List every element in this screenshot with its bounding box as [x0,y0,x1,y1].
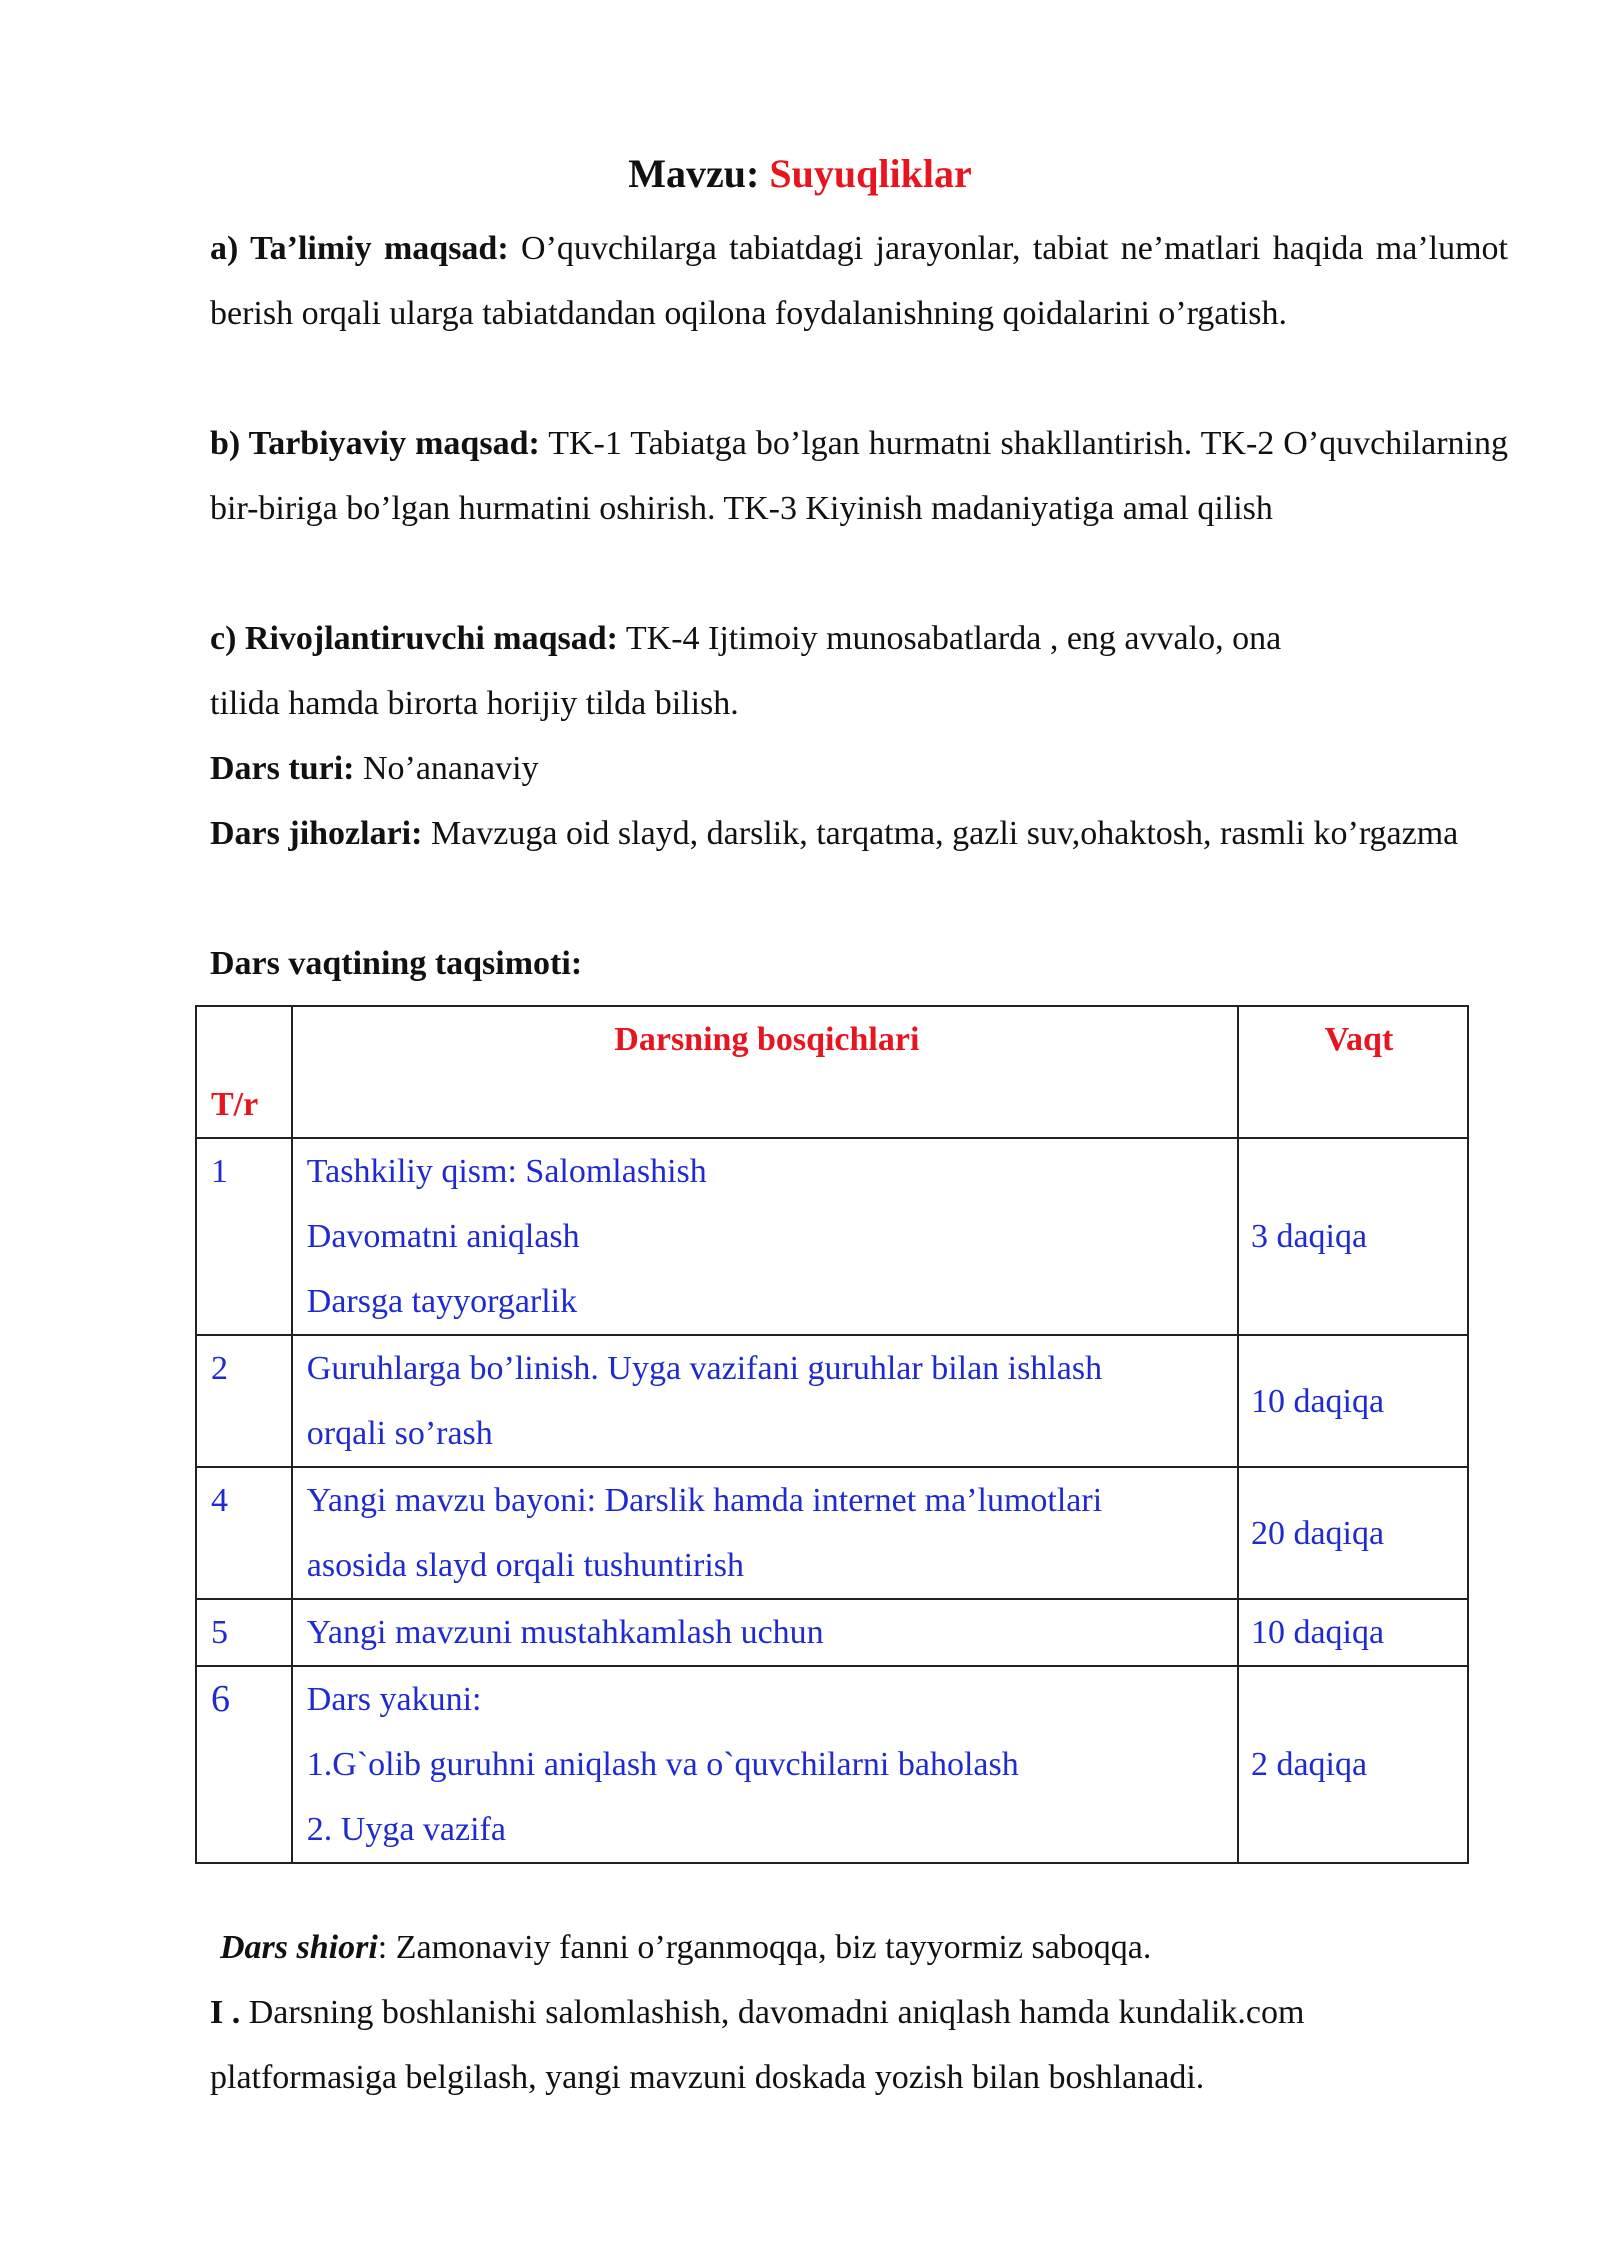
lesson-type-value: No’ananaviy [362,750,539,787]
row-num: 1 [196,1138,292,1335]
row-stage [292,1599,1238,1666]
row-time: 10 daqiqa [1238,1335,1468,1467]
goal-c-text-1: TK-4 Ijtimoiy munosabatlarda , eng avvalo, ona [625,620,1282,657]
row-stage-line: Guruhlarga bo’linish. Uyga vazifani guruhlar bilan ishlash [306,1350,1103,1387]
goal-b-label: b) Tarbiyaviy maqsad: [210,425,540,462]
row-num: 2 [196,1335,292,1467]
header-time-cell [1238,1006,1468,1138]
row-time: 20 daqiqa [1238,1467,1468,1599]
row-num: 5 [196,1599,292,1666]
goal-c-label: c) Rivojlantiruvchi maqsad: [210,620,618,657]
table-row [196,1666,1468,1863]
header-time: Vaqt [1324,1021,1394,1058]
equipment [210,801,1508,866]
row-num: 4 [196,1467,292,1599]
motto-label: Dars shiori [220,1929,378,1966]
equipment-value: Mavzuga oid slayd, darslik, tarqatma, gazli suv,ohaktosh, rasmli ko’rgazma [430,815,1459,852]
lesson-type-label: Dars turi: [210,750,355,787]
header-stage-cell [292,1006,1238,1138]
goal-c-text-2: tilida hamda birorta horijiy tilda bilish. [210,685,739,722]
row-stage [292,1467,1238,1599]
row-time: 10 daqiqa [1238,1599,1468,1666]
goal-b-text: TK-1 Tabiatga bo’lgan hurmatni shakllantirish. TK-2 O’quvchilarning bir-biriga bo’lgan hurmatini oshirish. TK-3 Kiyinish madaniyatiga amal qilish [210,425,1509,527]
row-stage-line: Dars yakuni: [306,1681,482,1718]
row-stage-line: Davomatni aniqlash [306,1218,580,1255]
table-row [196,1467,1468,1599]
row-stage-line: Yangi mavzu bayoni: Darslik hamda internet ma’lumotlari [306,1482,1103,1519]
row-time: 2 daqiqa [1238,1666,1468,1863]
time-heading: Dars vaqtining taqsimoti: [210,945,583,982]
row-stage-line: Tashkiliy qism: Salomlashish [306,1153,707,1190]
lesson-stages-table [195,1005,1469,1864]
motto-text: : Zamonaviy fanni o’rganmoqqa, biz tayyormiz saboqqa. [377,1929,1152,1966]
row-stage-line: 2. Uyga vazifa [306,1811,506,1848]
row-time: 3 daqiqa [1238,1138,1468,1335]
section-1 [210,1980,1508,2110]
header-stage: Darsning bosqichlari [614,1021,920,1058]
row-stage-line: asosida slayd orqali tushuntirish [306,1547,745,1584]
goal-c [210,606,1508,736]
section-1-label: I . [210,1994,241,2031]
goal-b [210,411,1508,541]
row-stage-line: Darsga tayyorgarlik [306,1283,578,1320]
goal-a-text: O’quvchilarga tabiatdagi jarayonlar, tabiat ne’matlari haqida ma’lumot berish orqali ularga tabiatdandan oqilona foydalanishning qoidalarini o’rgatish. [210,230,1508,332]
section-1-line-1: Darsning boshlanishi salomlashish, davomadni aniqlash hamda kundalik.com [248,1994,1305,2031]
row-stage-line: 1.G`olib guruhni aniqlash va o`quvchilarni baholash [306,1746,1019,1783]
table-header-row [196,1006,1468,1138]
row-stage [292,1335,1238,1467]
goal-a [210,216,1508,346]
header-num-cell [196,1006,292,1138]
title-prefix: Mavzu: [628,151,760,196]
title-topic: Suyuqliklar [769,151,972,196]
section-1-line-2: platformasiga belgilash, yangi mavzuni doskada yozish bilan boshlanadi. [210,2059,1205,2096]
row-num: 6 [196,1666,292,1863]
table-row [196,1138,1468,1335]
header-num: T/r [211,1086,259,1123]
lesson-motto [220,1915,1518,1980]
row-stage [292,1666,1238,1863]
equipment-label: Dars jihozlari: [210,815,423,852]
table-row [196,1335,1468,1467]
page-title [0,150,1600,197]
row-stage [292,1138,1238,1335]
goal-a-label: a) Ta’limiy maqsad: [210,230,509,267]
row-stage-line: orqali so’rash [306,1415,493,1452]
lesson-type [210,736,1508,801]
table-row [196,1599,1468,1666]
row-stage-line: Yangi mavzuni mustahkamlash uchun [306,1614,824,1651]
